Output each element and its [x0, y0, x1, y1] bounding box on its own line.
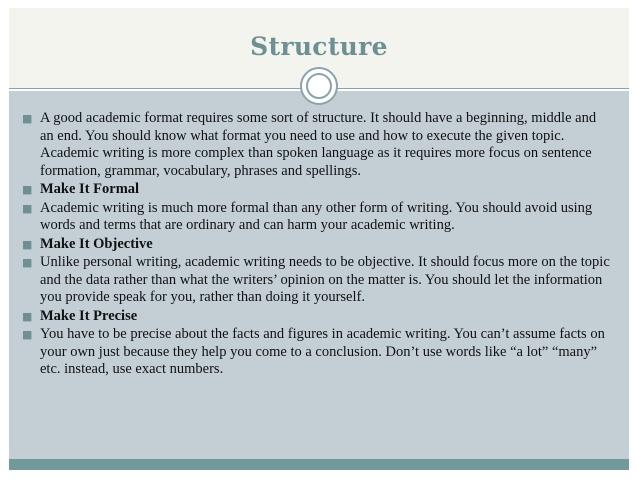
list-item-heading	[20, 181, 610, 199]
list-item-heading	[20, 308, 610, 326]
ring-medallion-icon	[300, 67, 338, 105]
list-item-text: Academic writing is much more formal than any other form of writing. You should avoid using words and terms that are ordinary and can harm your academic writing.	[40, 199, 593, 233]
square-bullet-icon: ■	[22, 256, 33, 269]
list-item-text: Make It Formal	[40, 181, 140, 197]
list-item	[20, 326, 610, 379]
slide-title: Structure	[250, 32, 388, 61]
list-item-heading	[20, 236, 610, 254]
square-bullet-icon: ■	[22, 309, 33, 323]
square-bullet-icon: ■	[22, 112, 33, 125]
square-bullet-icon: ■	[22, 183, 33, 196]
list-item-text: Make It Objective	[40, 235, 153, 252]
square-bullet-icon: ■	[22, 328, 33, 341]
ring-medallion-inner	[306, 73, 332, 99]
bottom-band	[9, 459, 629, 470]
list-item-text: Make It Precise	[40, 307, 138, 324]
list-item	[20, 254, 610, 307]
square-bullet-icon: ■	[22, 201, 33, 215]
list-item-text: A good academic format requires some sort of structure. It should have a beginning, middle and an end. You should know what format you need to use and how to execute the given topic. Academic writing is more complex than spoken language as it requires more focus on sentence formation, grammar, vocabulary, phrases and spellings.	[40, 110, 597, 179]
list-item	[20, 110, 610, 180]
square-bullet-icon: ■	[22, 237, 33, 251]
list-item-text: Unlike personal writing, academic writing needs to be objective. It should focus more on the topic and the data rather than what the writers’ opinion on the matter is. You should let the information you provide speak for you, rather than doing it yourself.	[40, 254, 610, 305]
list-item-text: You have to be precise about the facts and figures in academic writing. You can’t assume facts on your own just because they help you come to a conclusion. Don’t use words like “a lot” “many” etc. instead, use exact numbers.	[40, 326, 605, 377]
bullet-list	[20, 110, 610, 380]
list-item	[20, 200, 610, 235]
